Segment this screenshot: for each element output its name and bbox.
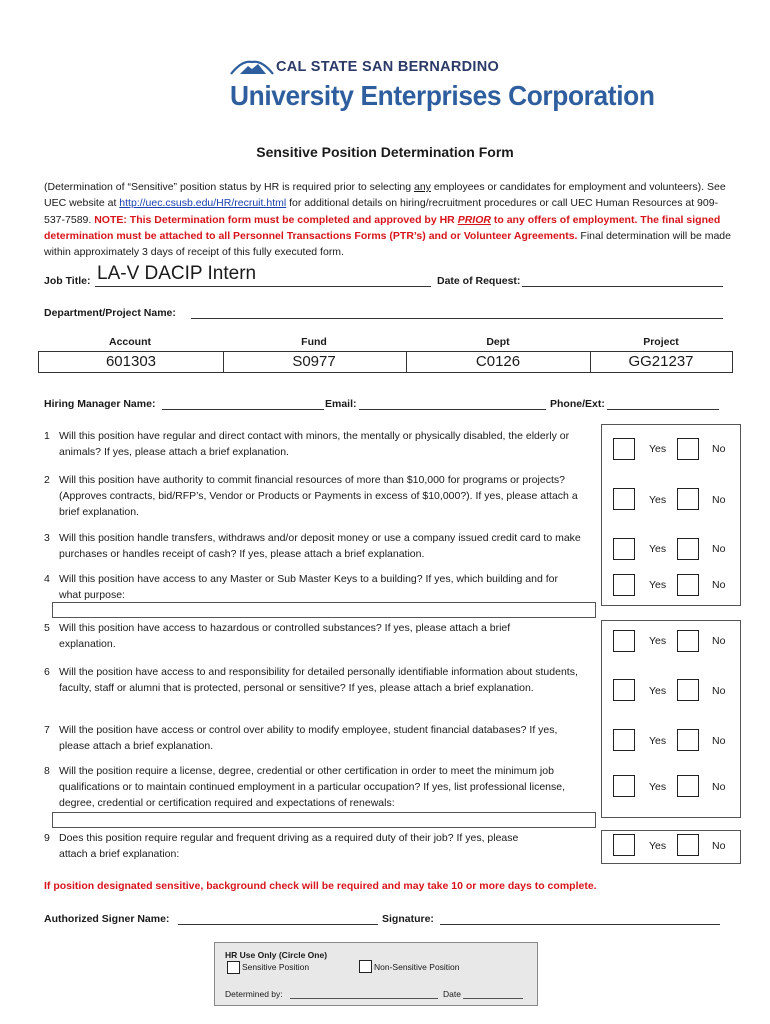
q5-no-checkbox[interactable] (677, 630, 699, 652)
question-text: Will this position have access to hazardous or controlled substances? If yes, please attach a brief explanation. (59, 622, 511, 650)
job-title-value[interactable]: LA-V DACIP Intern (97, 263, 257, 284)
question-4 (44, 571, 584, 605)
recruit-link[interactable]: http://uec.csusb.edu/HR/recruit.html (119, 197, 287, 210)
hiring-manager-field[interactable] (162, 409, 324, 410)
intro-any: any (414, 181, 431, 193)
dept-header: Dept (486, 336, 510, 348)
question-6 (44, 664, 584, 714)
question-text: Will the position require a license, degree, credential or other certification in order to meet the minimum job qualifications or to maintain continued employment in a particular occupation? If yes, list professional license, degree, credential or certification required and expectations of renewals: (59, 765, 566, 809)
account-header: Account (109, 336, 151, 348)
question-text: Will this position handle transfers, withdraws and/or deposit money or use a company issued credit card to make purchases or handles receipt of cash? If yes, please attach a brief explanation. (59, 532, 581, 560)
note-text-2: to any offers of employment. The final signed determination must be attached to all Personnel Transactions Forms (PTR’s) and or Volunteer Agreements. (44, 213, 721, 242)
question-7 (44, 722, 584, 756)
q9-yes-checkbox[interactable] (613, 834, 635, 856)
question-2 (44, 472, 584, 522)
question-number: 9 (44, 832, 50, 844)
hiring-manager-label: Hiring Manager Name: (44, 398, 156, 410)
no-label: No (712, 635, 726, 647)
question-number: 1 (44, 430, 50, 442)
sensitive-position-label: Sensitive Position (242, 962, 310, 972)
date-of-request-field[interactable] (522, 286, 723, 287)
dept-project-label: Department/Project Name: (44, 307, 176, 319)
q4-purpose-input[interactable] (52, 602, 596, 618)
question-text: Will the position have access or control over ability to modify employee, student financial databases? If yes, please attach a brief explanation. (59, 724, 558, 752)
question-text: Will this position have regular and direct contact with minors, the mentally or physically disabled, the elderly or animals? If yes, please attach a brief explanation. (59, 430, 570, 458)
question-8 (44, 763, 584, 813)
question-5 (44, 620, 584, 654)
question-1 (44, 428, 584, 462)
date-of-request-label: Date of Request: (437, 275, 521, 287)
yes-label: Yes (649, 579, 667, 591)
q2-yes-checkbox[interactable] (613, 488, 635, 510)
determined-by-label: Determined by: (225, 989, 283, 999)
no-label: No (712, 579, 726, 591)
q3-no-checkbox[interactable] (677, 538, 699, 560)
yes-label: Yes (649, 494, 667, 506)
project-header: Project (643, 336, 679, 348)
yes-label: Yes (649, 735, 667, 747)
intro-text-3: for additional details on hiring/recruitment procedures or call UEC Human Resources at 909-537-7589. (44, 197, 719, 226)
logo-org-name: University Enterprises Corporation (230, 80, 655, 111)
non-sensitive-checkbox[interactable] (359, 960, 372, 973)
question-number: 5 (44, 622, 50, 634)
q2-no-checkbox[interactable] (677, 488, 699, 510)
question-text: Will this position have access to any Master or Sub Master Keys to a building? If yes, which building and for what purpose: (59, 573, 558, 601)
mountain-logo-icon (230, 58, 274, 76)
q8-no-checkbox[interactable] (677, 775, 699, 797)
question-3 (44, 530, 584, 564)
q9-no-checkbox[interactable] (677, 834, 699, 856)
hr-use-box (214, 942, 538, 1006)
q7-yes-checkbox[interactable] (613, 729, 635, 751)
q6-no-checkbox[interactable] (677, 679, 699, 701)
job-title-label: Job Title: (44, 275, 91, 287)
sensitive-checkbox[interactable] (227, 961, 240, 974)
note-prior: PRIOR (457, 213, 491, 226)
form-title: Sensitive Position Determination Form (256, 144, 514, 160)
authorized-signer-label: Authorized Signer Name: (44, 913, 170, 925)
yes-label: Yes (649, 781, 667, 793)
yes-label: Yes (649, 443, 667, 455)
question-text: Does this position require regular and frequent driving as a required duty of their job? If yes, please attach a brief explanation: (59, 832, 519, 860)
hr-date-field[interactable] (463, 998, 523, 999)
dept-project-field[interactable] (191, 318, 723, 319)
question-number: 7 (44, 724, 50, 736)
q4-yes-checkbox[interactable] (613, 574, 635, 596)
no-label: No (712, 840, 726, 852)
job-title-line[interactable] (95, 286, 431, 287)
email-field[interactable] (359, 409, 546, 410)
account-value[interactable]: 601303 (38, 351, 224, 373)
no-label: No (712, 735, 726, 747)
no-label: No (712, 781, 726, 793)
hr-use-title: HR Use Only (Circle One) (225, 950, 328, 960)
q1-yes-checkbox[interactable] (613, 438, 635, 460)
email-label: Email: (325, 398, 357, 410)
signature-field[interactable] (440, 924, 720, 925)
q8-renewals-input[interactable] (52, 812, 596, 828)
question-text: Will the position have access to and responsibility for detailed personally identifiable information about students, faculty, staff or alumni that is protected, personal or sensitive? If yes, please attach a brief explanation. (59, 666, 578, 694)
no-label: No (712, 443, 726, 455)
question-number: 3 (44, 532, 50, 544)
yes-label: Yes (649, 685, 667, 697)
logo-campus-text: CAL STATE SAN BERNARDINO (276, 59, 500, 75)
q1-no-checkbox[interactable] (677, 438, 699, 460)
q6-yes-checkbox[interactable] (613, 679, 635, 701)
q4-no-checkbox[interactable] (677, 574, 699, 596)
fund-value[interactable]: S0977 (222, 351, 407, 373)
authorized-signer-field[interactable] (178, 924, 378, 925)
dept-value[interactable]: C0126 (406, 351, 591, 373)
question-number: 2 (44, 474, 50, 486)
fund-header: Fund (301, 336, 327, 348)
yes-label: Yes (649, 543, 667, 555)
yes-label: Yes (649, 635, 667, 647)
background-check-warning: If position designated sensitive, background check will be required and may take 10 or more days to complete. (44, 880, 597, 892)
intro-text-4: Final determination will be made within approximately 3 days of receipt of this fully executed form. (44, 229, 731, 259)
hr-date-label: Date (443, 989, 461, 999)
q3-yes-checkbox[interactable] (613, 538, 635, 560)
intro-text-1: (Determination of “Sensitive” position status by HR is required prior to selecting (44, 181, 414, 193)
non-sensitive-position-label: Non-Sensitive Position (374, 962, 460, 972)
intro-text-2: employees or candidates for employment and volunteers). See UEC website at (44, 181, 726, 210)
q8-yes-checkbox[interactable] (613, 775, 635, 797)
question-number: 6 (44, 666, 50, 678)
yes-label: Yes (649, 840, 667, 852)
no-label: No (712, 543, 726, 555)
q7-no-checkbox[interactable] (677, 729, 699, 751)
determined-by-field[interactable] (290, 998, 438, 999)
phone-label: Phone/Ext: (550, 398, 605, 410)
intro-paragraph (44, 179, 734, 260)
question-text: Will this position have authority to commit financial resources of more than $10,000 for programs or projects? (Approves contracts, bid/RFP’s, Vendor or Products or Payments in excess of $10,000?). If yes, please attach a brief explanation. (59, 474, 578, 518)
question-number: 8 (44, 765, 50, 777)
signature-label: Signature: (382, 913, 434, 925)
question-9 (44, 830, 584, 864)
no-label: No (712, 494, 726, 506)
q5-yes-checkbox[interactable] (613, 630, 635, 652)
project-value[interactable]: GG21237 (590, 351, 733, 373)
question-number: 4 (44, 573, 50, 585)
note-text-1: NOTE: This Determination form must be completed and approved by HR (94, 213, 458, 226)
phone-field[interactable] (607, 409, 719, 410)
no-label: No (712, 685, 726, 697)
